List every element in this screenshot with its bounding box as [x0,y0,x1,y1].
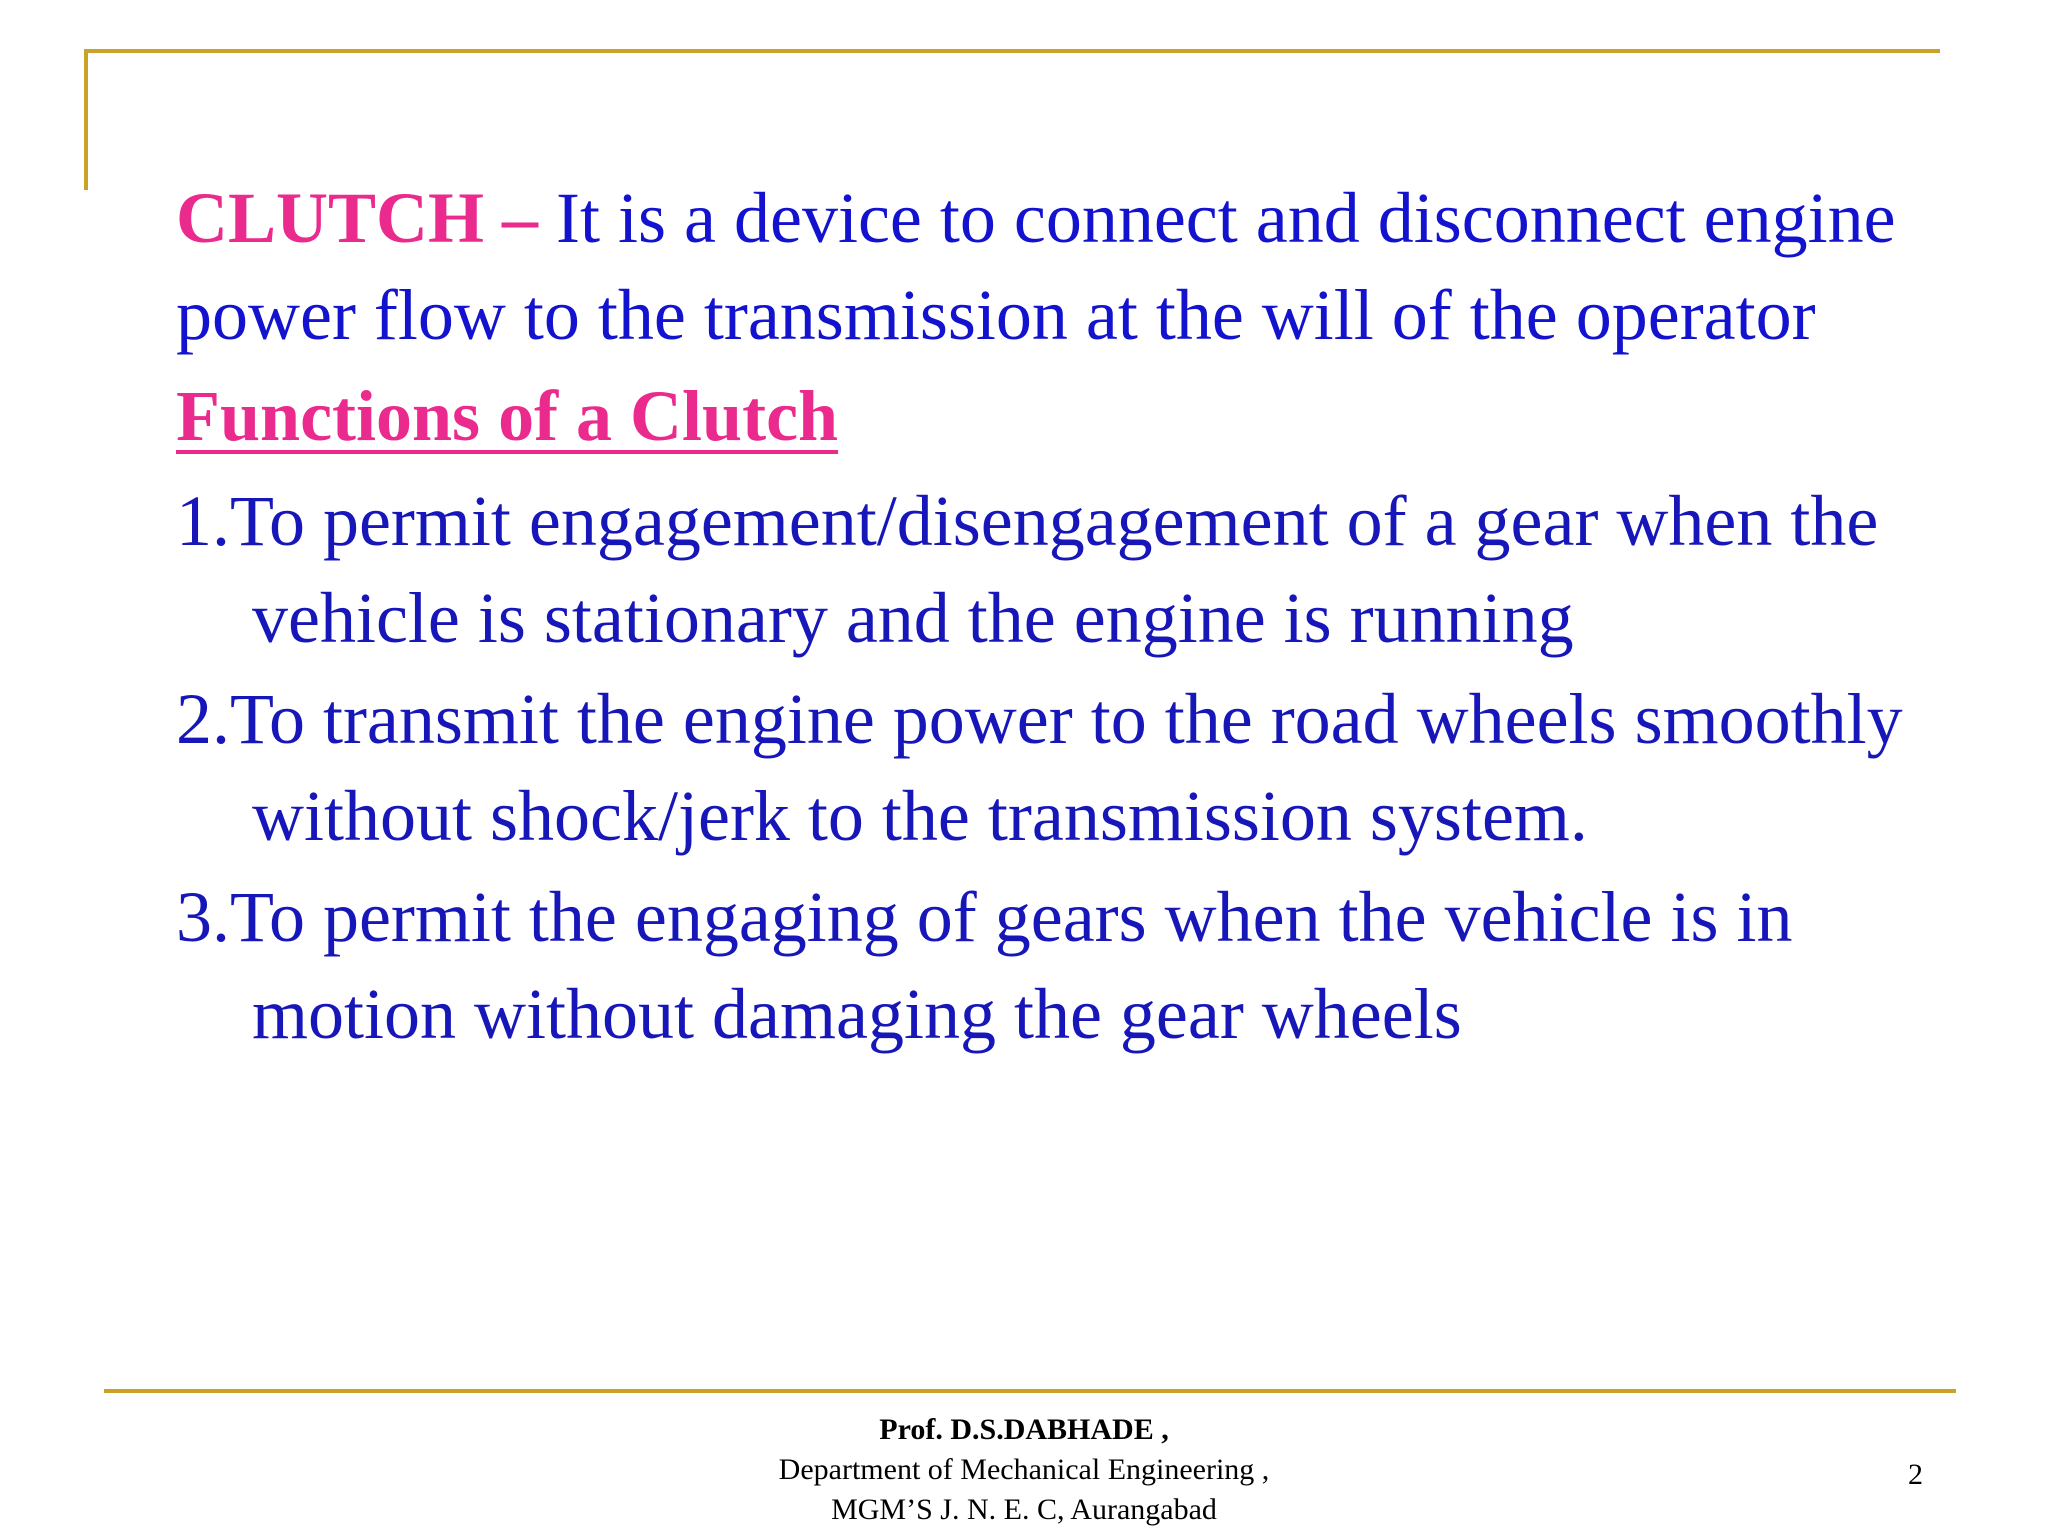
function-item-number: 2. [176,679,230,759]
function-item-text: To permit engagement/disengagement of a gear when the vehicle is stationary and the engine is running [230,481,1879,658]
footer-institute: MGM’S J. N. E. C, Aurangabad [831,1493,1217,1526]
definition-term: CLUTCH [176,178,485,258]
functions-heading: Functions of a Clutch [176,376,839,456]
function-item-text: To transmit the engine power to the road wheels smoothly without shock/jerk to the transmission system. [230,679,1903,856]
definition-text: It is a device to connect and disconnect engine power flow to the transmission at the will of the operator [176,178,1896,355]
function-item-2 [176,671,1996,865]
left-border-line [84,49,88,190]
function-item-number: 3. [176,877,230,957]
top-border-line [84,49,1940,53]
footer [0,1410,2048,1530]
function-item-number: 1. [176,481,230,561]
footer-author: Prof. D.S.DABHADE , [879,1413,1169,1446]
page-number: 2 [1908,1458,1923,1491]
function-item-3 [176,869,1996,1063]
footer-divider-line [104,1389,1956,1393]
definition-dash: – [502,178,539,258]
function-item-text: To permit the engaging of gears when the vehicle is in motion without damaging the gear wheels [230,877,1793,1054]
function-item-1 [176,473,1996,667]
definition [176,170,1996,364]
footer-department: Department of Mechanical Engineering , [778,1453,1270,1486]
slide-content [176,170,1996,1063]
